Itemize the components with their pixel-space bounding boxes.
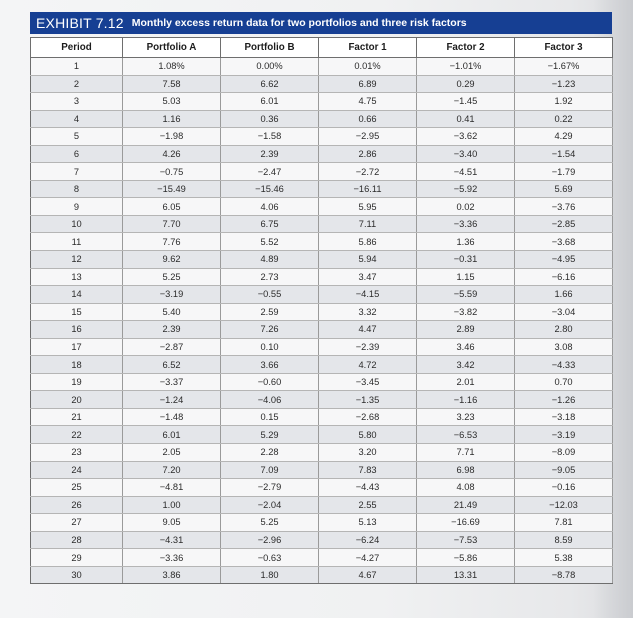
cell-factor-1: 5.86 bbox=[319, 233, 417, 251]
table-row bbox=[31, 549, 613, 567]
cell-portfolio-a: 5.03 bbox=[123, 93, 221, 111]
cell-period: 24 bbox=[31, 461, 123, 479]
cell-portfolio-a: 2.05 bbox=[123, 444, 221, 462]
cell-factor-1: 7.11 bbox=[319, 215, 417, 233]
cell-period: 3 bbox=[31, 93, 123, 111]
cell-period: 15 bbox=[31, 303, 123, 321]
cell-period: 1 bbox=[31, 58, 123, 76]
cell-factor-1: 6.89 bbox=[319, 75, 417, 93]
cell-factor-1: 4.47 bbox=[319, 321, 417, 339]
cell-factor-2: −16.69 bbox=[417, 514, 515, 532]
cell-factor-3: −4.33 bbox=[515, 356, 613, 374]
cell-factor-3: 1.92 bbox=[515, 93, 613, 111]
table-row bbox=[31, 479, 613, 497]
table-row bbox=[31, 496, 613, 514]
cell-portfolio-a: 6.05 bbox=[123, 198, 221, 216]
cell-factor-2: 1.15 bbox=[417, 268, 515, 286]
cell-factor-2: −5.92 bbox=[417, 180, 515, 198]
cell-factor-1: 3.20 bbox=[319, 444, 417, 462]
header-factor-1: Factor 1 bbox=[319, 38, 417, 58]
cell-portfolio-a: 6.52 bbox=[123, 356, 221, 374]
cell-portfolio-b: 4.06 bbox=[221, 198, 319, 216]
cell-portfolio-b: −2.04 bbox=[221, 496, 319, 514]
cell-factor-2: −1.01% bbox=[417, 58, 515, 76]
cell-period: 16 bbox=[31, 321, 123, 339]
cell-portfolio-a: 9.62 bbox=[123, 251, 221, 269]
cell-factor-3: −4.95 bbox=[515, 251, 613, 269]
exhibit-label: EXHIBIT 7.12 bbox=[36, 15, 124, 31]
cell-portfolio-a: 2.39 bbox=[123, 321, 221, 339]
table-row bbox=[31, 566, 613, 584]
cell-factor-3: 7.81 bbox=[515, 514, 613, 532]
cell-factor-1: 3.47 bbox=[319, 268, 417, 286]
cell-portfolio-b: −4.06 bbox=[221, 391, 319, 409]
cell-factor-3: 0.70 bbox=[515, 373, 613, 391]
cell-factor-2: 0.29 bbox=[417, 75, 515, 93]
cell-portfolio-b: −0.63 bbox=[221, 549, 319, 567]
cell-portfolio-b: 0.00% bbox=[221, 58, 319, 76]
cell-portfolio-a: 9.05 bbox=[123, 514, 221, 532]
cell-factor-3: −1.23 bbox=[515, 75, 613, 93]
cell-portfolio-a: −15.49 bbox=[123, 180, 221, 198]
cell-period: 20 bbox=[31, 391, 123, 409]
cell-factor-2: 13.31 bbox=[417, 566, 515, 584]
cell-period: 14 bbox=[31, 286, 123, 304]
table-row bbox=[31, 356, 613, 374]
cell-factor-2: 0.41 bbox=[417, 110, 515, 128]
cell-factor-1: 0.01% bbox=[319, 58, 417, 76]
cell-portfolio-b: 5.29 bbox=[221, 426, 319, 444]
cell-portfolio-b: 7.26 bbox=[221, 321, 319, 339]
cell-portfolio-b: −2.79 bbox=[221, 479, 319, 497]
cell-factor-3: 4.29 bbox=[515, 128, 613, 146]
cell-factor-3: −3.68 bbox=[515, 233, 613, 251]
cell-factor-2: −5.59 bbox=[417, 286, 515, 304]
cell-factor-3: −9.05 bbox=[515, 461, 613, 479]
cell-portfolio-b: 5.25 bbox=[221, 514, 319, 532]
header-portfolio-a: Portfolio A bbox=[123, 38, 221, 58]
table-row bbox=[31, 180, 613, 198]
header-period: Period bbox=[31, 38, 123, 58]
table-row bbox=[31, 373, 613, 391]
cell-factor-1: 4.67 bbox=[319, 566, 417, 584]
cell-portfolio-a: −2.87 bbox=[123, 338, 221, 356]
cell-portfolio-b: 7.09 bbox=[221, 461, 319, 479]
cell-portfolio-a: 1.16 bbox=[123, 110, 221, 128]
cell-period: 12 bbox=[31, 251, 123, 269]
cell-factor-1: 4.75 bbox=[319, 93, 417, 111]
table-row bbox=[31, 198, 613, 216]
exhibit-title-bar bbox=[30, 12, 612, 34]
cell-portfolio-b: 2.73 bbox=[221, 268, 319, 286]
cell-factor-3: 1.66 bbox=[515, 286, 613, 304]
table-row bbox=[31, 408, 613, 426]
cell-portfolio-b: 0.10 bbox=[221, 338, 319, 356]
cell-period: 5 bbox=[31, 128, 123, 146]
cell-factor-2: 4.08 bbox=[417, 479, 515, 497]
table-row bbox=[31, 514, 613, 532]
table-row bbox=[31, 391, 613, 409]
exhibit-caption: Monthly excess return data for two portfolios and three risk factors bbox=[131, 17, 467, 29]
table-row bbox=[31, 233, 613, 251]
table-row bbox=[31, 321, 613, 339]
cell-portfolio-a: 7.58 bbox=[123, 75, 221, 93]
cell-portfolio-a: 3.86 bbox=[123, 566, 221, 584]
header-factor-3: Factor 3 bbox=[515, 38, 613, 58]
header-factor-2: Factor 2 bbox=[417, 38, 515, 58]
cell-factor-2: −3.40 bbox=[417, 145, 515, 163]
cell-portfolio-b: 2.59 bbox=[221, 303, 319, 321]
cell-portfolio-b: 0.15 bbox=[221, 408, 319, 426]
cell-period: 9 bbox=[31, 198, 123, 216]
cell-period: 22 bbox=[31, 426, 123, 444]
cell-factor-3: −1.26 bbox=[515, 391, 613, 409]
cell-portfolio-a: −1.48 bbox=[123, 408, 221, 426]
cell-factor-1: 0.66 bbox=[319, 110, 417, 128]
cell-period: 7 bbox=[31, 163, 123, 181]
header-row bbox=[31, 38, 613, 58]
cell-portfolio-b: −2.96 bbox=[221, 531, 319, 549]
cell-factor-1: −4.43 bbox=[319, 479, 417, 497]
cell-factor-3: 8.59 bbox=[515, 531, 613, 549]
table-row bbox=[31, 75, 613, 93]
cell-factor-2: 2.89 bbox=[417, 321, 515, 339]
cell-factor-1: 2.86 bbox=[319, 145, 417, 163]
cell-period: 6 bbox=[31, 145, 123, 163]
table-body bbox=[31, 58, 613, 584]
returns-table bbox=[30, 37, 613, 584]
cell-period: 2 bbox=[31, 75, 123, 93]
cell-period: 11 bbox=[31, 233, 123, 251]
cell-factor-1: −2.68 bbox=[319, 408, 417, 426]
cell-factor-1: −6.24 bbox=[319, 531, 417, 549]
table-row bbox=[31, 93, 613, 111]
cell-portfolio-a: 1.08% bbox=[123, 58, 221, 76]
cell-factor-2: 6.98 bbox=[417, 461, 515, 479]
cell-factor-3: −3.18 bbox=[515, 408, 613, 426]
cell-factor-3: −1.54 bbox=[515, 145, 613, 163]
cell-factor-2: 21.49 bbox=[417, 496, 515, 514]
table-row bbox=[31, 58, 613, 76]
cell-portfolio-a: 7.76 bbox=[123, 233, 221, 251]
cell-factor-2: 2.01 bbox=[417, 373, 515, 391]
cell-portfolio-a: 5.25 bbox=[123, 268, 221, 286]
cell-factor-2: −3.82 bbox=[417, 303, 515, 321]
cell-factor-3: −1.67% bbox=[515, 58, 613, 76]
cell-portfolio-b: −0.55 bbox=[221, 286, 319, 304]
cell-factor-3: −8.09 bbox=[515, 444, 613, 462]
table-row bbox=[31, 110, 613, 128]
cell-period: 13 bbox=[31, 268, 123, 286]
cell-portfolio-b: −15.46 bbox=[221, 180, 319, 198]
cell-factor-2: −1.16 bbox=[417, 391, 515, 409]
cell-factor-2: −7.53 bbox=[417, 531, 515, 549]
table-row bbox=[31, 303, 613, 321]
cell-factor-1: 5.80 bbox=[319, 426, 417, 444]
cell-period: 30 bbox=[31, 566, 123, 584]
cell-factor-2: 7.71 bbox=[417, 444, 515, 462]
cell-portfolio-b: 5.52 bbox=[221, 233, 319, 251]
cell-factor-2: −1.45 bbox=[417, 93, 515, 111]
cell-portfolio-b: 6.62 bbox=[221, 75, 319, 93]
cell-factor-2: 3.42 bbox=[417, 356, 515, 374]
cell-factor-2: 3.23 bbox=[417, 408, 515, 426]
cell-portfolio-b: 2.39 bbox=[221, 145, 319, 163]
cell-portfolio-a: −4.31 bbox=[123, 531, 221, 549]
cell-portfolio-b: −0.60 bbox=[221, 373, 319, 391]
cell-portfolio-b: −1.58 bbox=[221, 128, 319, 146]
cell-factor-1: 7.83 bbox=[319, 461, 417, 479]
cell-portfolio-b: 3.66 bbox=[221, 356, 319, 374]
cell-factor-3: −1.79 bbox=[515, 163, 613, 181]
cell-portfolio-b: 1.80 bbox=[221, 566, 319, 584]
cell-period: 18 bbox=[31, 356, 123, 374]
table-row bbox=[31, 286, 613, 304]
cell-period: 19 bbox=[31, 373, 123, 391]
cell-factor-3: −3.76 bbox=[515, 198, 613, 216]
cell-portfolio-b: 0.36 bbox=[221, 110, 319, 128]
cell-factor-1: −3.45 bbox=[319, 373, 417, 391]
cell-factor-1: −4.27 bbox=[319, 549, 417, 567]
cell-period: 10 bbox=[31, 215, 123, 233]
cell-factor-3: −3.19 bbox=[515, 426, 613, 444]
cell-portfolio-a: −4.81 bbox=[123, 479, 221, 497]
table-row bbox=[31, 426, 613, 444]
cell-factor-1: −16.11 bbox=[319, 180, 417, 198]
table-row bbox=[31, 338, 613, 356]
cell-factor-1: 2.55 bbox=[319, 496, 417, 514]
cell-portfolio-b: 6.01 bbox=[221, 93, 319, 111]
cell-portfolio-a: −3.36 bbox=[123, 549, 221, 567]
cell-period: 28 bbox=[31, 531, 123, 549]
table-row bbox=[31, 251, 613, 269]
cell-portfolio-a: 7.20 bbox=[123, 461, 221, 479]
cell-factor-1: 5.95 bbox=[319, 198, 417, 216]
cell-factor-2: 0.02 bbox=[417, 198, 515, 216]
cell-factor-1: −1.35 bbox=[319, 391, 417, 409]
cell-portfolio-b: 6.75 bbox=[221, 215, 319, 233]
cell-period: 21 bbox=[31, 408, 123, 426]
table-row bbox=[31, 268, 613, 286]
cell-portfolio-a: 4.26 bbox=[123, 145, 221, 163]
cell-factor-3: −8.78 bbox=[515, 566, 613, 584]
table-row bbox=[31, 145, 613, 163]
cell-portfolio-b: 4.89 bbox=[221, 251, 319, 269]
cell-portfolio-a: 5.40 bbox=[123, 303, 221, 321]
cell-portfolio-a: −1.98 bbox=[123, 128, 221, 146]
table-row bbox=[31, 461, 613, 479]
cell-portfolio-a: 7.70 bbox=[123, 215, 221, 233]
cell-factor-2: −3.62 bbox=[417, 128, 515, 146]
cell-period: 26 bbox=[31, 496, 123, 514]
cell-factor-3: 5.69 bbox=[515, 180, 613, 198]
cell-factor-1: −2.39 bbox=[319, 338, 417, 356]
header-portfolio-b: Portfolio B bbox=[221, 38, 319, 58]
cell-portfolio-a: −1.24 bbox=[123, 391, 221, 409]
cell-factor-3: 2.80 bbox=[515, 321, 613, 339]
cell-factor-3: −0.16 bbox=[515, 479, 613, 497]
cell-factor-2: −0.31 bbox=[417, 251, 515, 269]
table-row bbox=[31, 128, 613, 146]
cell-factor-3: 3.08 bbox=[515, 338, 613, 356]
cell-factor-3: −3.04 bbox=[515, 303, 613, 321]
cell-portfolio-b: −2.47 bbox=[221, 163, 319, 181]
cell-portfolio-a: 1.00 bbox=[123, 496, 221, 514]
table-row bbox=[31, 531, 613, 549]
table-row bbox=[31, 163, 613, 181]
cell-factor-1: 4.72 bbox=[319, 356, 417, 374]
cell-period: 17 bbox=[31, 338, 123, 356]
cell-factor-1: 5.13 bbox=[319, 514, 417, 532]
cell-portfolio-a: −0.75 bbox=[123, 163, 221, 181]
cell-factor-3: 0.22 bbox=[515, 110, 613, 128]
table-row bbox=[31, 215, 613, 233]
cell-factor-1: 5.94 bbox=[319, 251, 417, 269]
table-row bbox=[31, 444, 613, 462]
cell-portfolio-a: −3.37 bbox=[123, 373, 221, 391]
cell-factor-1: −4.15 bbox=[319, 286, 417, 304]
cell-period: 8 bbox=[31, 180, 123, 198]
cell-period: 25 bbox=[31, 479, 123, 497]
cell-factor-3: 5.38 bbox=[515, 549, 613, 567]
cell-factor-2: −5.86 bbox=[417, 549, 515, 567]
cell-period: 29 bbox=[31, 549, 123, 567]
cell-factor-2: −4.51 bbox=[417, 163, 515, 181]
cell-period: 23 bbox=[31, 444, 123, 462]
cell-factor-3: −12.03 bbox=[515, 496, 613, 514]
cell-factor-1: −2.95 bbox=[319, 128, 417, 146]
cell-factor-1: 3.32 bbox=[319, 303, 417, 321]
cell-factor-3: −2.85 bbox=[515, 215, 613, 233]
cell-period: 27 bbox=[31, 514, 123, 532]
cell-factor-1: −2.72 bbox=[319, 163, 417, 181]
cell-factor-3: −6.16 bbox=[515, 268, 613, 286]
cell-portfolio-b: 2.28 bbox=[221, 444, 319, 462]
cell-portfolio-a: 6.01 bbox=[123, 426, 221, 444]
cell-portfolio-a: −3.19 bbox=[123, 286, 221, 304]
cell-factor-2: −3.36 bbox=[417, 215, 515, 233]
cell-factor-2: −6.53 bbox=[417, 426, 515, 444]
cell-factor-2: 1.36 bbox=[417, 233, 515, 251]
cell-period: 4 bbox=[31, 110, 123, 128]
cell-factor-2: 3.46 bbox=[417, 338, 515, 356]
